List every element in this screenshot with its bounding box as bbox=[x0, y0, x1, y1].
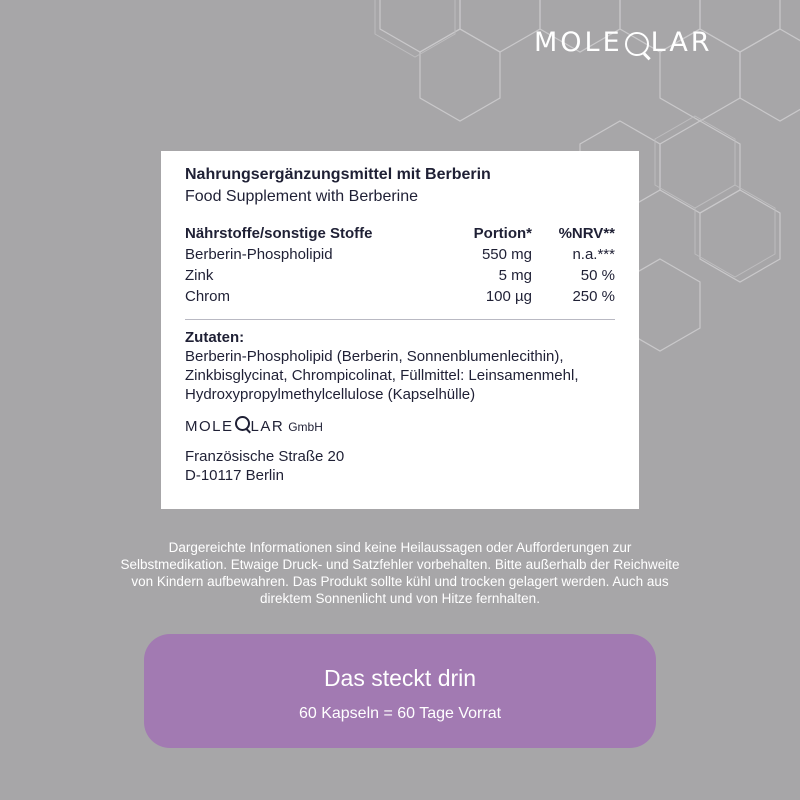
table-row bbox=[185, 286, 615, 307]
ingredients-title: Zutaten: bbox=[185, 329, 245, 346]
divider bbox=[185, 319, 615, 320]
cell-nutrient: Chrom bbox=[185, 288, 231, 305]
cell-nrv: 250 % bbox=[572, 288, 615, 305]
card-title: Nahrungsergänzungsmittel mit Berberin bbox=[185, 166, 491, 183]
header-nutrient: Nährstoffe/sonstige Stoffe bbox=[185, 225, 373, 242]
manufacturer-logo bbox=[185, 416, 615, 435]
nutrient-table-header bbox=[185, 223, 615, 244]
brand-logo bbox=[534, 27, 713, 58]
brand-logo-o-icon bbox=[625, 32, 649, 56]
contents-banner bbox=[144, 634, 656, 748]
manufacturer-logo-o-icon bbox=[235, 416, 250, 431]
manufacturer-logo-prefix: MOLE bbox=[185, 418, 234, 435]
cell-nutrient: Zink bbox=[185, 267, 214, 284]
manufacturer-address bbox=[185, 447, 615, 485]
banner-title: Das steckt drin bbox=[323, 665, 477, 691]
ingredients-text: Berberin-Phospholipid (Berberin, Sonnenblumenlecithin), Zinkbisglycinat, Chrompicolinat, Füllmittel: Leinsamenmehl, Hydroxypropylmethylcellulose (Kapselhülle) bbox=[185, 348, 579, 403]
disclaimer-text: Dargereichte Informationen sind keine Heilaussagen oder Aufforderungen zur Selbstmedikation. Etwaige Druck- und Satzfehler vorbehalten. Bitte außerhalb der Reichweite von Kindern aufbewahren. Das Produkt sollte kühl und trocken gelagert werden. Auch aus direktem Sonnenlicht und von Hitze fernhalten. bbox=[120, 540, 680, 606]
banner-subtitle: 60 Kapseln = 60 Tage Vorrat bbox=[298, 705, 502, 722]
cell-portion: 100 µg bbox=[485, 288, 532, 305]
cell-nutrient: Berberin-Phospholipid bbox=[185, 246, 333, 263]
address-city: D-10117 Berlin bbox=[185, 467, 284, 484]
brand-logo-suffix: LAR bbox=[650, 27, 713, 58]
brand-logo-prefix: MOLE bbox=[534, 27, 623, 58]
header-nrv: %NRV** bbox=[558, 225, 615, 242]
table-row bbox=[185, 244, 615, 265]
nutrition-card bbox=[161, 151, 639, 509]
cell-nrv: n.a.*** bbox=[572, 246, 615, 263]
address-street: Französische Straße 20 bbox=[185, 448, 345, 465]
cell-portion: 5 mg bbox=[498, 267, 532, 284]
manufacturer-logo-suffix: LAR bbox=[250, 418, 285, 435]
manufacturer-legal-form: GmbH bbox=[288, 420, 323, 434]
cell-nrv: 50 % bbox=[580, 267, 615, 284]
table-row bbox=[185, 265, 615, 286]
header-portion: Portion* bbox=[473, 225, 532, 242]
cell-portion: 550 mg bbox=[481, 246, 532, 263]
card-subtitle: Food Supplement with Berberine bbox=[185, 188, 419, 205]
